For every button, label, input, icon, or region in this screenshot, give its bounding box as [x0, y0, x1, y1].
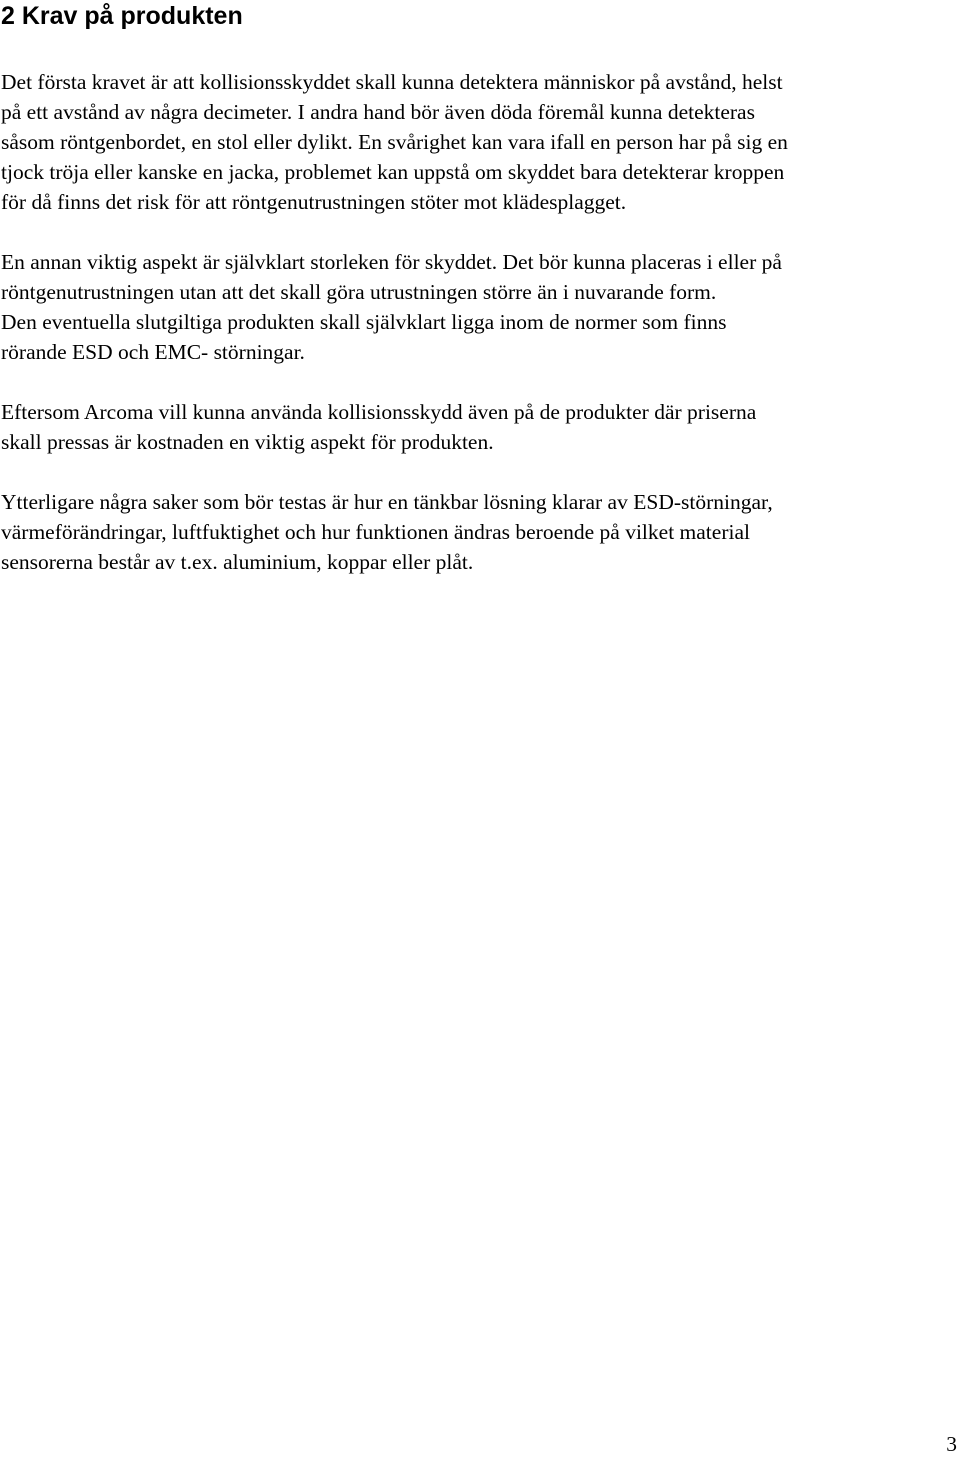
body-text [1, 67, 959, 607]
text-line: Ytterligare några saker som bör testas är hur en tänkbar lösning klarar av ESD-störningar, [1, 490, 773, 514]
paragraph-size-standards [1, 247, 959, 367]
text-line: sensorerna består av t.ex. aluminium, koppar eller plåt. [1, 550, 474, 574]
paragraph-cost [1, 397, 959, 457]
text-line: värmeförändringar, luftfuktighet och hur funktionen ändras beroende på vilket material [1, 520, 750, 544]
paragraph-testing [1, 487, 959, 577]
paragraph-requirements-detection [1, 67, 959, 217]
text-line: En annan viktig aspekt är självklart storleken för skyddet. Det bör kunna placeras i eller på [1, 250, 782, 274]
page-number: 3 [946, 1432, 957, 1456]
section-heading: 2 Krav på produkten [1, 2, 243, 30]
text-line: för då finns det risk för att röntgenutrustningen stöter mot klädesplagget. [1, 190, 627, 214]
text-line: Eftersom Arcoma vill kunna använda kollisionsskydd även på de produkter där priserna [1, 400, 757, 424]
text-line: Den eventuella slutgiltiga produkten skall självklart ligga inom de normer som finns [1, 310, 727, 334]
text-line: Det första kravet är att kollisionsskyddet skall kunna detektera människor på avstånd, helst [1, 70, 783, 94]
text-line: rörande ESD och EMC- störningar. [1, 340, 305, 364]
text-line: skall pressas är kostnaden en viktig aspekt för produkten. [1, 430, 494, 454]
text-line: såsom röntgenbordet, en stol eller dylikt. En svårighet kan vara ifall en person har på sig en [1, 130, 788, 154]
text-line: på ett avstånd av några decimeter. I andra hand bör även döda föremål kunna detekteras [1, 100, 755, 124]
text-line: tjock tröja eller kanske en jacka, problemet kan uppstå om skyddet bara detekterar kroppen [1, 160, 785, 184]
text-line: röntgenutrustningen utan att det skall göra utrustningen större än i nuvarande form. [1, 280, 717, 304]
